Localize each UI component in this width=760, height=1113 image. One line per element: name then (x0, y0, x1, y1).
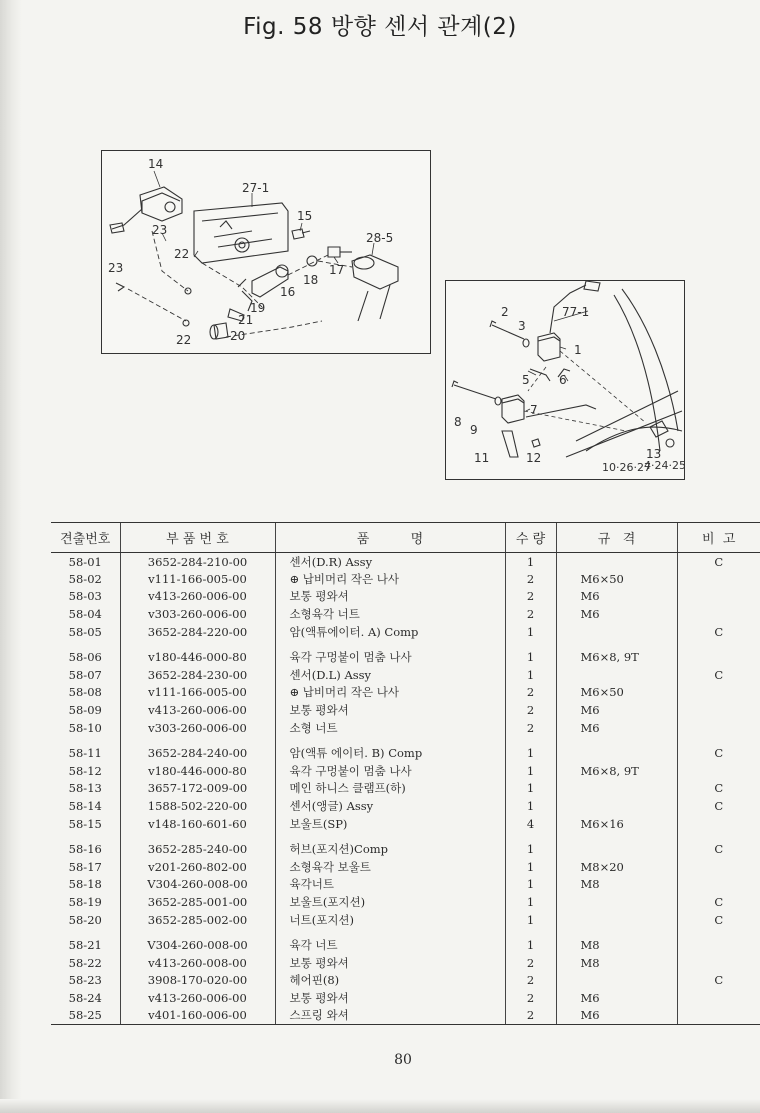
header-part-number: 부 품 번 호 (120, 523, 275, 553)
cell-part-name: 보울트(SP) (275, 815, 505, 833)
cell-part-ref-no: 58-04 (68, 607, 102, 622)
cell-part-name: 보통 평와셔 (275, 701, 505, 719)
table-row (51, 893, 760, 911)
cell-part-name: 허브(포지션)Comp (275, 832, 505, 858)
callout-label: 11 (474, 451, 490, 465)
table-row (51, 928, 760, 954)
cell-part-name: 보울트(포지션) (275, 893, 505, 911)
cell-quantity: 1 (505, 832, 556, 858)
parts-table-body (51, 553, 760, 1025)
header-name: 품 명 (275, 523, 505, 553)
cell-part-ref-no: 58-18 (68, 877, 102, 892)
cell-spec: M6 (556, 605, 677, 623)
cell-part-name: 암(액튜 에이터. B) Comp (275, 736, 505, 762)
cell-part-number: v111-166-005-00 (120, 570, 275, 588)
cell-spec (556, 780, 677, 798)
cell-part-number: V304-260-008-00 (120, 876, 275, 894)
cell-note: C (677, 911, 760, 929)
scan-shadow-left (0, 0, 22, 1113)
cell-part-ref-no: 58-22 (68, 955, 102, 970)
callout-label: 15 (297, 209, 313, 223)
cell-note (677, 719, 760, 737)
cell-part-ref-no: 58-16 (68, 842, 102, 857)
cell-note: C (677, 623, 760, 641)
cell-spec: M6×50 (556, 684, 677, 702)
cell-part-name: 센서(앵글) Assy (275, 797, 505, 815)
cell-quantity: 1 (505, 928, 556, 954)
cell-note: C (677, 666, 760, 684)
cell-quantity: 1 (505, 640, 556, 666)
cell-spec (556, 623, 677, 641)
cell-note (677, 815, 760, 833)
cell-part-name: 스프링 와셔 (275, 1007, 505, 1025)
cell-part-ref-no: 58-17 (68, 859, 102, 874)
cell-spec: M8 (556, 954, 677, 972)
cell-part-ref-no: 58-03 (68, 589, 102, 604)
cell-part-ref-no: 58-06 (68, 650, 102, 665)
cell-note (677, 954, 760, 972)
table-row (51, 876, 760, 894)
cell-part-name: 보통 평와셔 (275, 954, 505, 972)
cell-quantity: 2 (505, 570, 556, 588)
cell-note (677, 605, 760, 623)
table-row (51, 815, 760, 833)
cell-part-number: v180-446-000-80 (120, 640, 275, 666)
cell-spec: M6 (556, 719, 677, 737)
callout-label: 23 (152, 223, 168, 237)
cell-note: C (677, 736, 760, 762)
header-spec: 규 격 (556, 523, 677, 553)
cell-part-number: v413-260-006-00 (120, 701, 275, 719)
scan-shadow-bottom (0, 1099, 760, 1113)
cell-part-ref-no: 58-05 (68, 624, 102, 639)
callout-label: 18 (303, 273, 319, 287)
callout-label: 5 (522, 373, 530, 387)
cell-quantity: 1 (505, 762, 556, 780)
cell-spec (556, 736, 677, 762)
callout-label: 10·26·27 (602, 461, 651, 474)
cell-part-name: ⊕ 납비머리 작은 나사 (275, 570, 505, 588)
cell-note (677, 876, 760, 894)
cell-note (677, 570, 760, 588)
cell-part-number: v180-446-000-80 (120, 762, 275, 780)
cell-part-ref-no: 58-07 (68, 667, 102, 682)
cell-note: C (677, 832, 760, 858)
cell-part-name: 메인 하니스 클램프(하) (275, 780, 505, 798)
cell-part-ref-no: 58-19 (68, 894, 102, 909)
callout-label: 13 (646, 447, 662, 461)
cell-quantity: 1 (505, 911, 556, 929)
table-row (51, 640, 760, 666)
cell-part-ref-no: 58-25 (51, 1007, 120, 1025)
cell-part-number: v401-160-006-00 (120, 1007, 275, 1025)
cell-part-name: 암(액튜에이터. A) Comp (275, 623, 505, 641)
cell-part-number: v201-260-802-00 (120, 858, 275, 876)
cell-note (677, 588, 760, 606)
cell-quantity: 1 (505, 736, 556, 762)
callout-label: 2 (501, 305, 509, 319)
callout-label: 28-5 (366, 231, 394, 245)
cell-spec: M6×8, 9T (556, 640, 677, 666)
table-row (51, 989, 760, 1007)
cell-spec (556, 797, 677, 815)
cell-part-name: 소형 너트 (275, 719, 505, 737)
callout-label: 4·24·25 (644, 459, 686, 472)
table-row (51, 832, 760, 858)
cell-quantity: 1 (505, 876, 556, 894)
cell-part-name: 육각 구멍붙이 멈춤 나사 (275, 640, 505, 666)
cell-part-ref-no: 58-02 (68, 571, 102, 586)
table-header-row (51, 523, 760, 553)
callout-label: 14 (148, 157, 164, 171)
cell-note (677, 762, 760, 780)
header-qty: 수 량 (505, 523, 556, 553)
cell-part-ref-no: 58-10 (68, 720, 102, 735)
cell-part-number: v413-260-006-00 (120, 588, 275, 606)
cell-note (677, 640, 760, 666)
callout-label: 27-1 (242, 181, 270, 195)
cell-part-number: 3652-284-240-00 (120, 736, 275, 762)
cell-part-ref-no: 58-13 (68, 781, 102, 796)
cell-quantity: 1 (505, 797, 556, 815)
cell-quantity: 2 (505, 701, 556, 719)
cell-part-number: 3652-284-230-00 (120, 666, 275, 684)
cell-note: C (677, 972, 760, 990)
cell-spec (556, 972, 677, 990)
table-row (51, 701, 760, 719)
cell-quantity: 1 (505, 553, 556, 571)
cell-spec: M8 (556, 876, 677, 894)
cell-quantity: 2 (505, 989, 556, 1007)
cell-spec: M6×8, 9T (556, 762, 677, 780)
callout-label: 7 (530, 403, 538, 417)
cell-part-name: ⊕ 납비머리 작은 나사 (275, 684, 505, 702)
page-title: Fig. 58 방향 센서 관계(2) (243, 14, 517, 40)
cell-quantity: 1 (505, 858, 556, 876)
cell-spec (556, 911, 677, 929)
cell-part-ref-no: 58-15 (68, 816, 102, 831)
callout-label: 3 (518, 319, 526, 333)
cell-part-name: 소형육각 보울트 (275, 858, 505, 876)
cell-note (677, 928, 760, 954)
cell-note (677, 684, 760, 702)
callout-label: 12 (526, 451, 542, 465)
table-row (51, 954, 760, 972)
cell-part-name: 센서(D.L) Assy (275, 666, 505, 684)
header-no: 견출번호 (51, 523, 120, 553)
cell-part-ref-no: 58-21 (68, 938, 102, 953)
table-row (51, 605, 760, 623)
cell-part-number: 3652-284-210-00 (120, 553, 275, 571)
cell-part-number: 3908-170-020-00 (120, 972, 275, 990)
cell-note: C (677, 553, 760, 571)
callout-label: 8 (454, 415, 462, 429)
callout-label: 17 (329, 263, 345, 277)
cell-spec: M6 (556, 1007, 677, 1025)
cell-quantity: 4 (505, 815, 556, 833)
exploded-diagram-upper (101, 150, 431, 354)
cell-quantity: 2 (505, 719, 556, 737)
cell-part-name: 소형육각 너트 (275, 605, 505, 623)
cell-quantity: 1 (505, 666, 556, 684)
cell-part-number: v111-166-005-00 (120, 684, 275, 702)
cell-part-name: 육각너트 (275, 876, 505, 894)
cell-spec (556, 832, 677, 858)
cell-quantity: 2 (505, 1007, 556, 1025)
cell-quantity: 1 (505, 623, 556, 641)
cell-spec (556, 893, 677, 911)
cell-part-number: v413-260-006-00 (120, 989, 275, 1007)
cell-part-number: v303-260-006-00 (120, 719, 275, 737)
cell-quantity: 2 (505, 684, 556, 702)
cell-part-ref-no: 58-23 (68, 973, 102, 988)
cell-part-ref-no: 58-09 (68, 703, 102, 718)
cell-spec (556, 553, 677, 571)
cell-part-ref-no: 58-12 (68, 763, 102, 778)
cell-quantity: 2 (505, 972, 556, 990)
cell-quantity: 2 (505, 605, 556, 623)
callout-label: 19 (250, 301, 266, 315)
table-row (51, 797, 760, 815)
cell-part-ref-no: 58-01 (68, 554, 102, 569)
cell-part-ref-no: 58-11 (68, 746, 102, 761)
cell-part-ref-no: 58-20 (68, 912, 102, 927)
cell-note: C (677, 780, 760, 798)
cell-spec: M6 (556, 989, 677, 1007)
cell-quantity: 2 (505, 954, 556, 972)
table-row (51, 858, 760, 876)
callout-label: 1 (574, 343, 582, 357)
cell-part-number: v148-160-601-60 (120, 815, 275, 833)
cell-part-number: 1588-502-220-00 (120, 797, 275, 815)
cell-part-name: 육각 구멍붙이 멈춤 나사 (275, 762, 505, 780)
cell-part-ref-no: 58-24 (68, 990, 102, 1005)
table-row (51, 1007, 760, 1025)
cell-quantity: 1 (505, 893, 556, 911)
cell-part-ref-no: 58-08 (68, 685, 102, 700)
cell-spec: M8 (556, 928, 677, 954)
callout-label: 16 (280, 285, 296, 299)
cell-quantity: 1 (505, 780, 556, 798)
callout-label: 23 (108, 261, 124, 275)
table-row (51, 684, 760, 702)
callout-label: 22 (176, 333, 192, 347)
table-row (51, 780, 760, 798)
callout-label: 77-1 (562, 305, 590, 319)
cell-part-name: 보통 평와셔 (275, 989, 505, 1007)
cell-note (677, 1007, 760, 1025)
callout-label: 21 (238, 313, 254, 327)
cell-spec: M6 (556, 588, 677, 606)
header-note: 비 고 (677, 523, 760, 553)
cell-part-number: 3652-285-001-00 (120, 893, 275, 911)
page-number: 80 (394, 1052, 412, 1068)
cell-spec: M8×20 (556, 858, 677, 876)
table-row (51, 570, 760, 588)
table-row (51, 553, 760, 571)
cell-part-number: 3652-285-002-00 (120, 911, 275, 929)
cell-spec: M6×16 (556, 815, 677, 833)
cell-part-name: 너트(포지션) (275, 911, 505, 929)
cell-spec: M6 (556, 701, 677, 719)
table-row (51, 972, 760, 990)
parts-table (51, 522, 760, 1025)
cell-part-name: 보통 평와셔 (275, 588, 505, 606)
callout-label: 20 (230, 329, 246, 343)
table-row (51, 623, 760, 641)
exploded-diagram-lower (445, 280, 685, 480)
cell-note (677, 989, 760, 1007)
cell-part-name: 센서(D.R) Assy (275, 553, 505, 571)
cell-part-name: 육각 너트 (275, 928, 505, 954)
cell-part-number: 3657-172-009-00 (120, 780, 275, 798)
callout-label: 22 (174, 247, 190, 261)
cell-part-number: 3652-285-240-00 (120, 832, 275, 858)
cell-part-number: v303-260-006-00 (120, 605, 275, 623)
table-row (51, 736, 760, 762)
table-row (51, 719, 760, 737)
cell-note (677, 858, 760, 876)
cell-note: C (677, 797, 760, 815)
cell-spec: M6×50 (556, 570, 677, 588)
cell-note (677, 701, 760, 719)
cell-part-number: v413-260-008-00 (120, 954, 275, 972)
cell-part-number: V304-260-008-00 (120, 928, 275, 954)
table-row (51, 762, 760, 780)
callout-label: 6 (559, 373, 567, 387)
cell-note: C (677, 893, 760, 911)
cell-part-ref-no: 58-14 (68, 799, 102, 814)
table-row (51, 588, 760, 606)
cell-part-number: 3652-284-220-00 (120, 623, 275, 641)
cell-part-name: 헤어핀(8) (275, 972, 505, 990)
callout-label: 9 (470, 423, 478, 437)
cell-spec (556, 666, 677, 684)
cell-quantity: 2 (505, 588, 556, 606)
table-row (51, 911, 760, 929)
table-row (51, 666, 760, 684)
